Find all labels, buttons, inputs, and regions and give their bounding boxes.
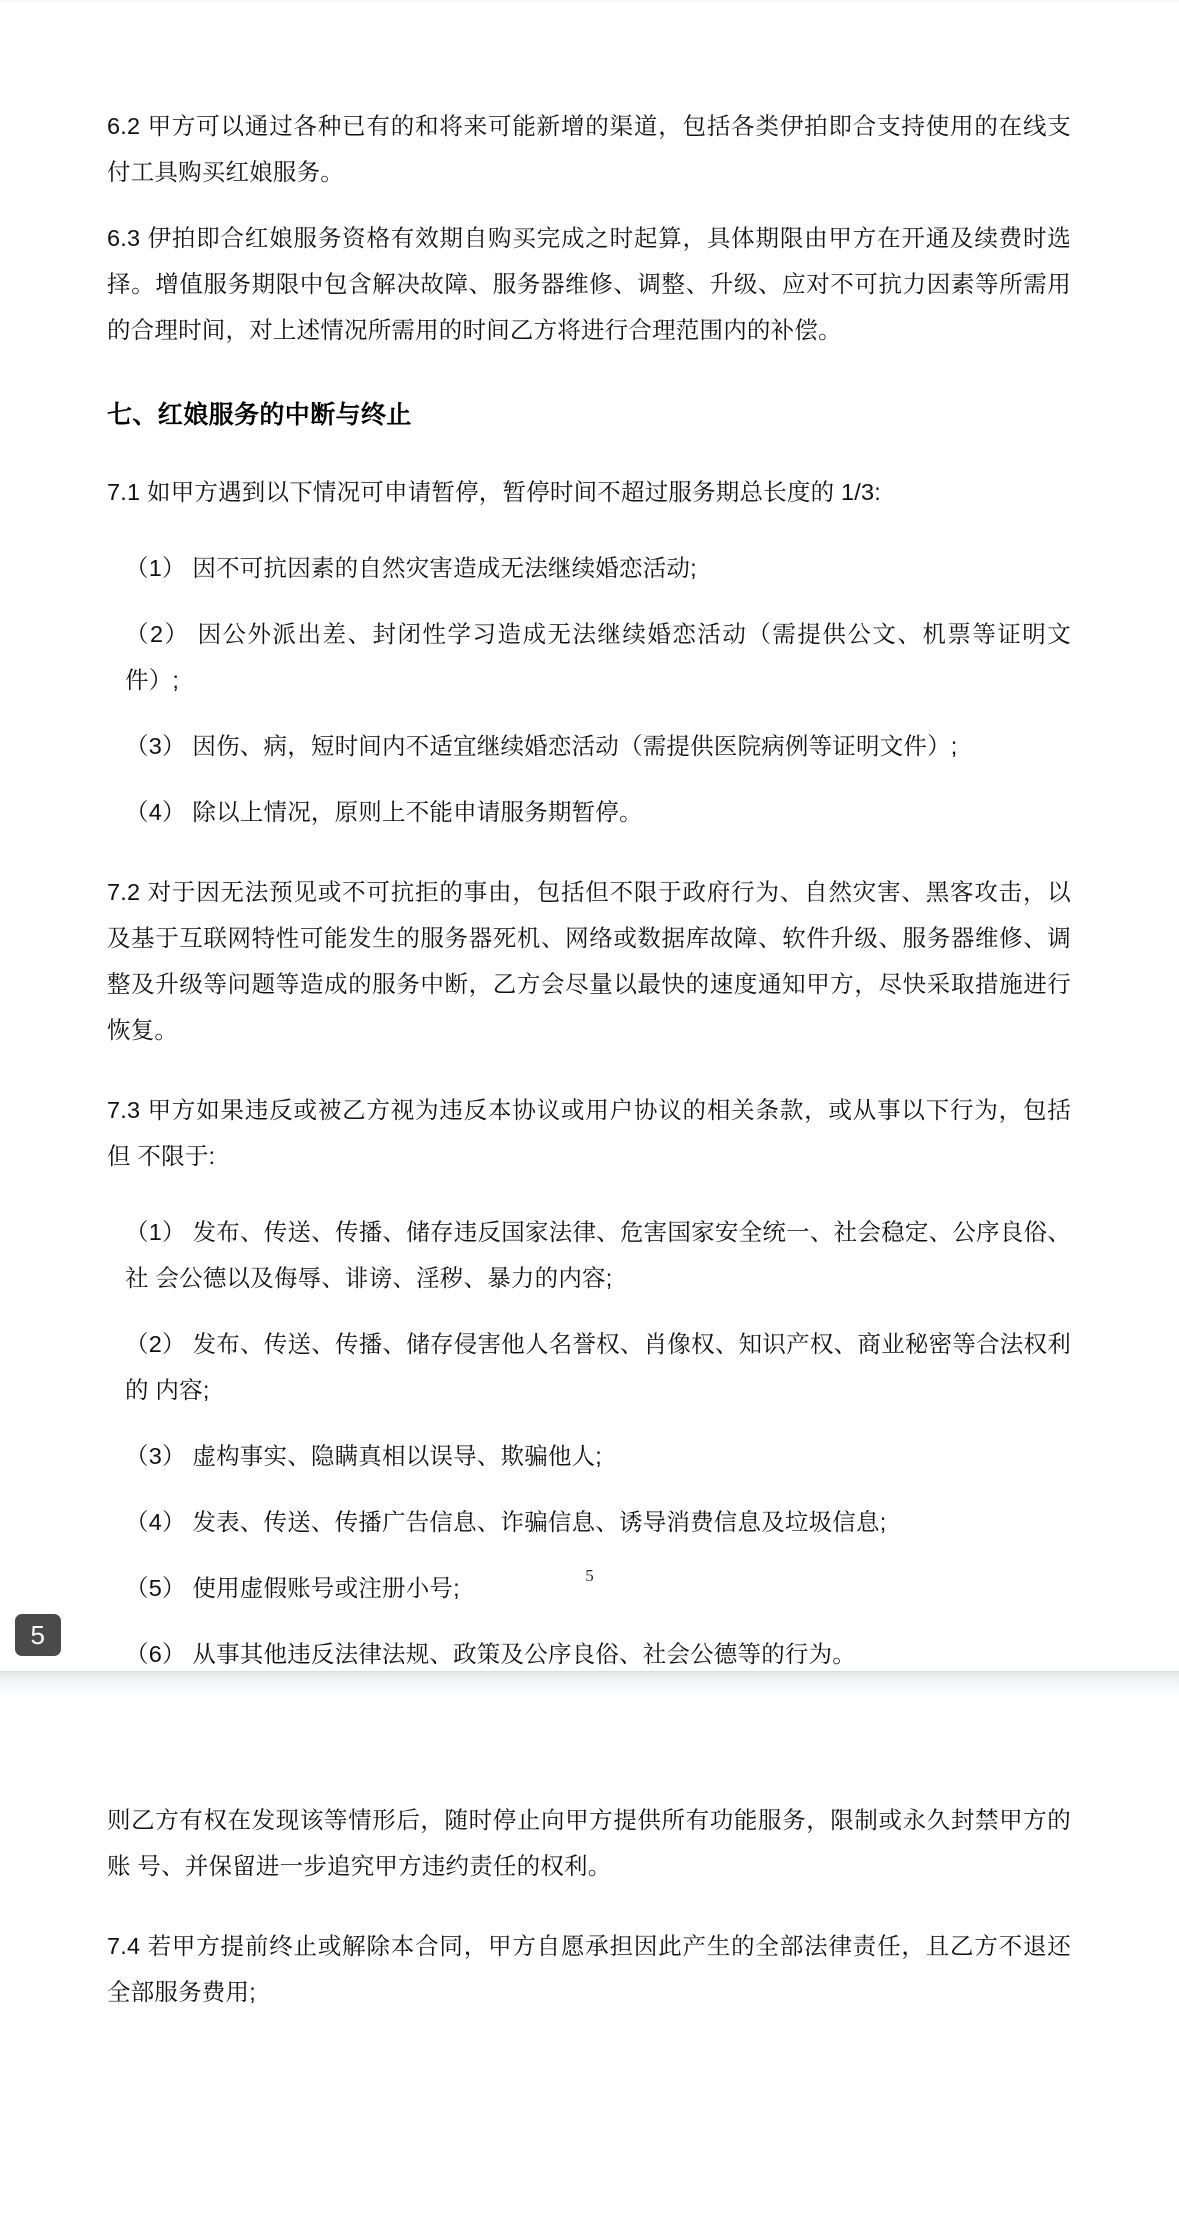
paragraph-6-2: 6.2 甲方可以通过各种已有的和将来可能新增的渠道，包括各类伊拍即合支持使用的在线支付工具购买红娘服务。 [107,113,1071,185]
paragraph-7-1: 7.1 如甲方遇到以下情况可申请暂停，暂停时间不超过服务期总长度的 1/3: [107,479,882,505]
paragraph-7-3: 7.3 甲方如果违反或被乙方视为违反本协议或用户协议的相关条款，或从事以下行为，包括但 不限于: [107,1097,1071,1169]
paragraph-7-2: 7.2 对于因无法预见或不可抗拒的事由，包括但不限于政府行为、自然灾害、黑客攻击，以及基于互联网特性可能发生的服务器死机、网络或数据库故障、软件升级、服务器维修、调整及升级等问题等造成的服务中断，乙方会尽量以最快的速度通知甲方，尽快采取措施进行恢复。 [107,879,1071,1043]
list-item-7-1-3: （3） 因伤、病，短时间内不适宜继续婚恋活动（需提供医院病例等证明文件）; [125,733,958,759]
page-folio-number: 5 [585,1566,594,1585]
page-6-content [107,1797,1071,2035]
list-item-7-1-4: （4） 除以上情况，原则上不能申请服务期暂停。 [125,799,643,825]
page-separator [0,1671,1179,1700]
paragraph-7-4: 7.4 若甲方提前终止或解除本合同，甲方自愿承担因此产生的全部法律责任，且乙方不退还全部服务费用; [107,1933,1071,2005]
section-heading-7: 七、红娘服务的中断与终止 [107,401,412,429]
list-item-7-3-3: （3） 虚构事实、隐瞒真相以误导、欺骗他人; [125,1443,603,1469]
document-page-5 [0,3,1179,1671]
list-item-7-1-1: （1） 因不可抗因素的自然灾害造成无法继续婚恋活动; [125,555,697,581]
document-page-6 [0,1700,1179,2219]
list-item-7-3-2: （2） 发布、传送、传播、储存侵害他人名誉权、肖像权、知识产权、商业秘密等合法权利的 内容; [125,1331,1071,1403]
list-item-7-3-5: （5） 使用虚假账号或注册小号; [125,1575,460,1601]
page-5-content [107,103,1071,1697]
list-item-7-3-4: （4） 发表、传送、传播广告信息、诈骗信息、诱导消费信息及垃圾信息; [125,1509,887,1535]
list-item-7-3-6: （6） 从事其他违反法律法规、政策及公序良俗、社会公德等的行为。 [125,1641,856,1667]
list-item-7-1-2: （2） 因公外派出差、封闭性学习造成无法继续婚恋活动（需提供公文、机票等证明文件）; [125,621,1071,693]
page-number-badge[interactable]: 5 [15,1614,61,1656]
paragraph-continuation-7-3: 则乙方有权在发现该等情形后，随时停止向甲方提供所有功能服务，限制或永久封禁甲方的账 号、并保留进一步追究甲方违约责任的权利。 [107,1807,1071,1879]
list-item-7-3-1: （1） 发布、传送、传播、储存违反国家法律、危害国家安全统一、社会稳定、公序良俗、社 会公德以及侮辱、诽谤、淫秽、暴力的内容; [125,1219,1071,1291]
page-separator-hairline [0,1671,1179,1672]
paragraph-6-3: 6.3 伊拍即合红娘服务资格有效期自购买完成之时起算，具体期限由甲方在开通及续费时选择。增值服务期限中包含解决故障、服务器维修、调整、升级、应对不可抗力因素等所需用的合理时间，对上述情况所需用的时间乙方将进行合理范围内的补偿。 [107,225,1071,343]
